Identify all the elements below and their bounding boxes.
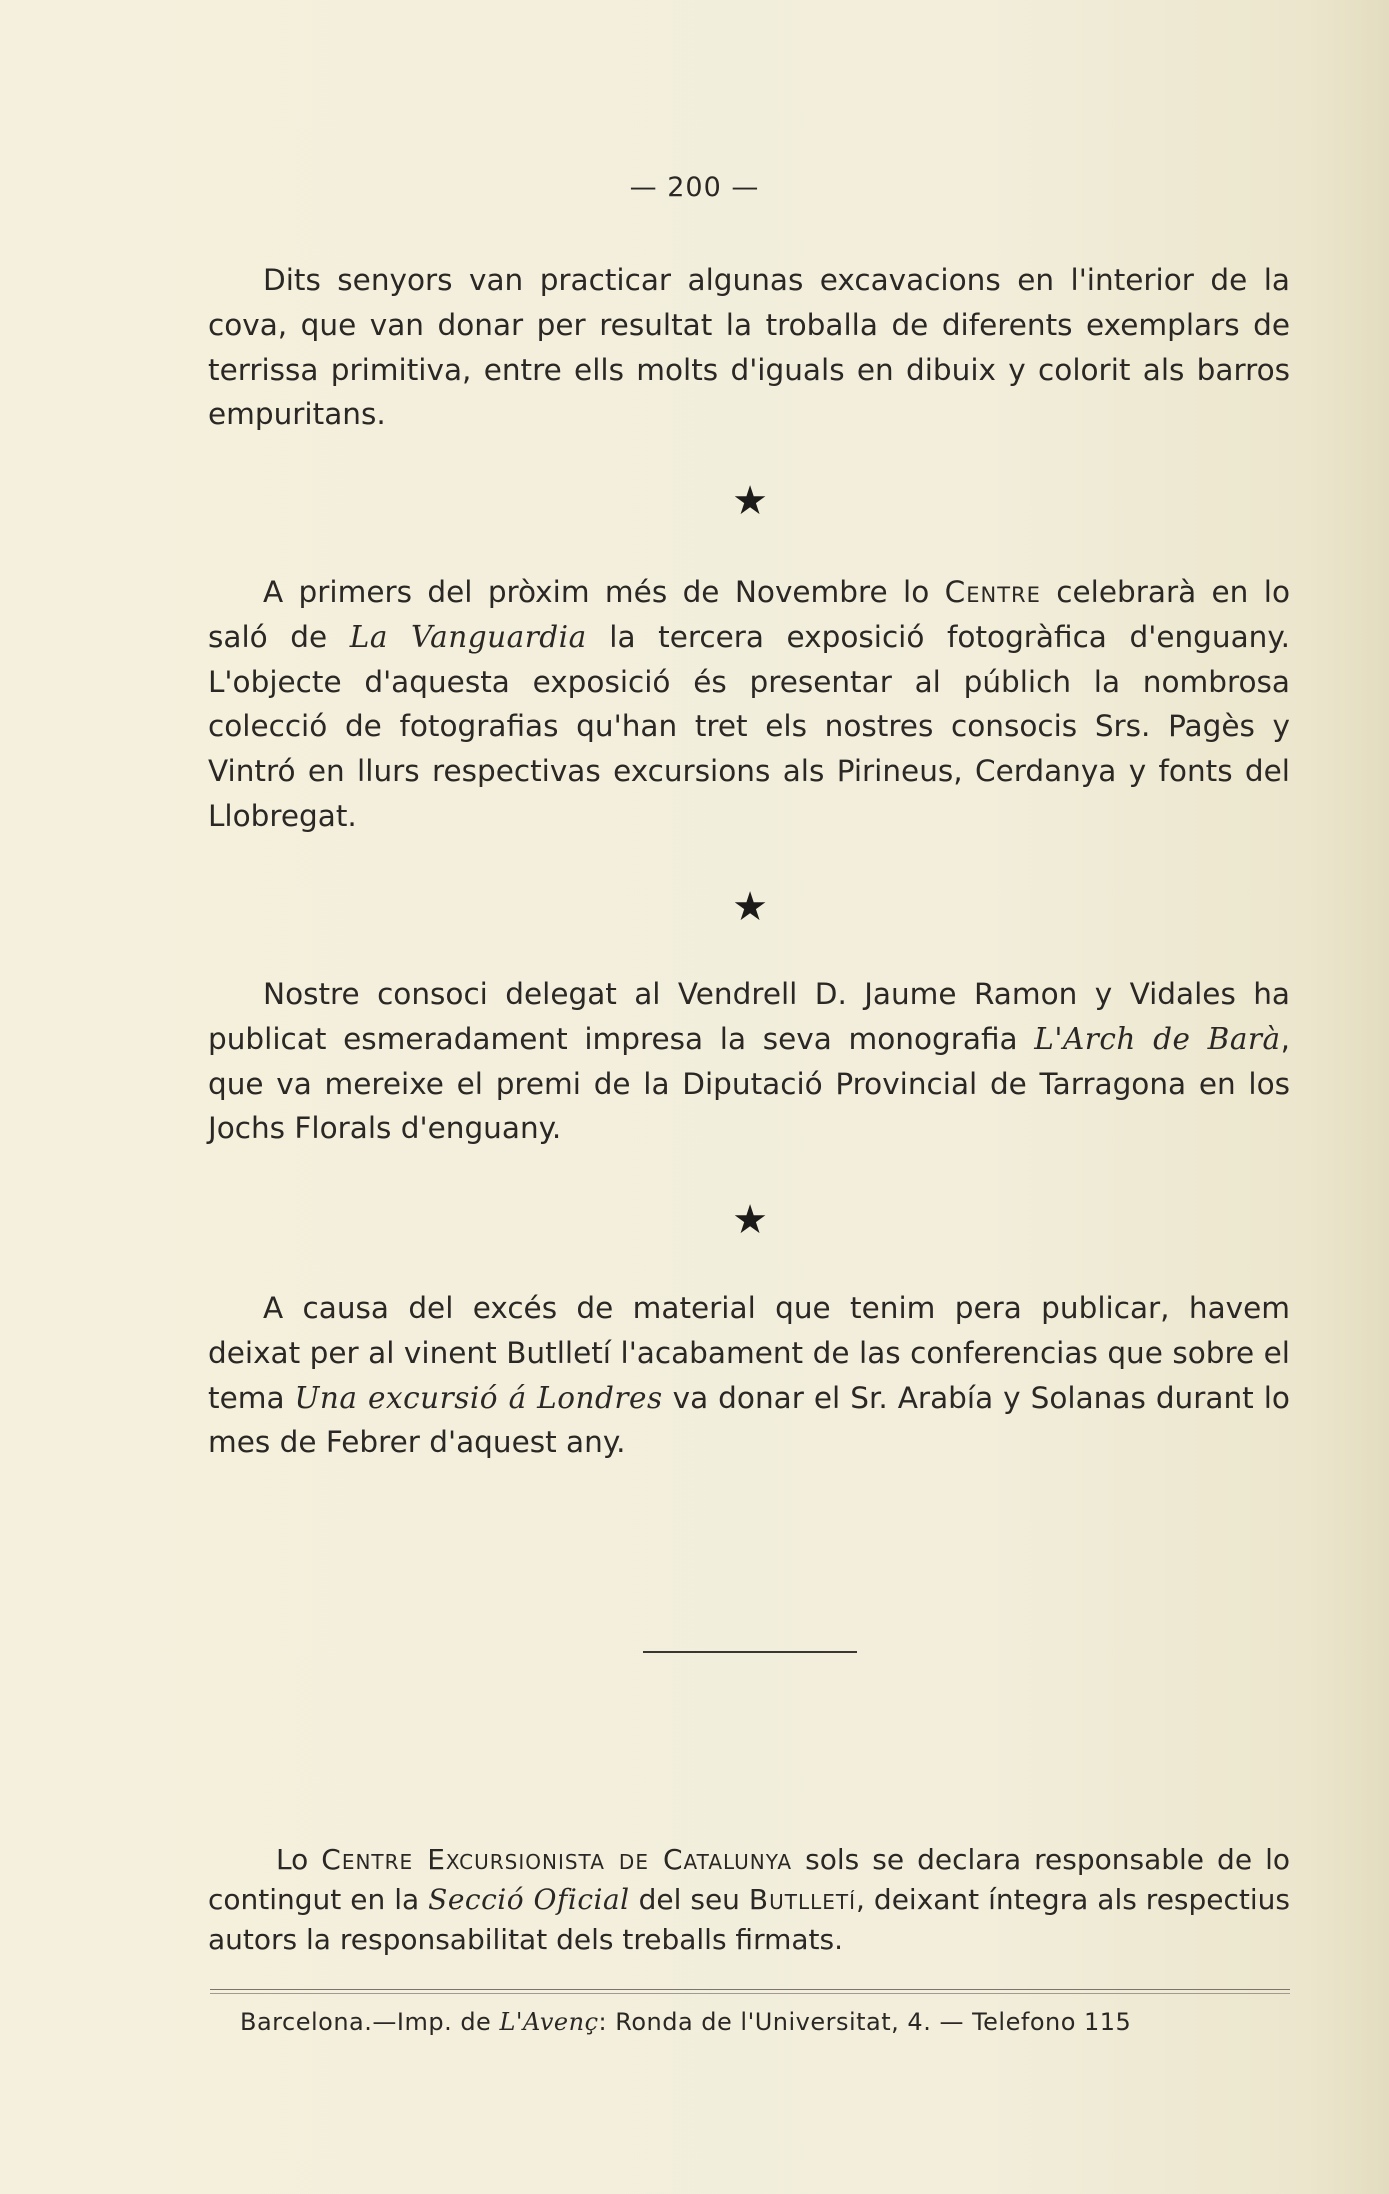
printer-imprint: [240, 2008, 1131, 2036]
star-separator: ★: [732, 478, 768, 524]
disclaimer: [208, 1840, 1290, 1960]
footer-rule-secondary: [210, 1993, 1290, 1994]
bulletin-name: Butlletí: [748, 1883, 857, 1916]
paragraph-text: la tercera exposició fotogràfica d'enguany. L'objecte d'aquesta exposició és presentar al públich la nombrosa colecció de fotografias qu'han tret els nostres consocis Srs. Pagès y Vintró en llurs respectivas excursions als Pirineus, Cerdanya y fonts del Llobregat.: [208, 619, 1290, 833]
disclaimer-text: del seu: [629, 1883, 749, 1916]
star-separator: ★: [732, 1197, 768, 1243]
book-title: L'Arch de Barà: [1034, 1021, 1281, 1056]
disclaimer-text: , deixant íntegra als respectius autors la responsabilitat dels treballs firmats.: [208, 1883, 1290, 1956]
disclaimer-text: Lo: [276, 1843, 322, 1876]
paragraph-excavacions: [208, 258, 1290, 437]
section-rule: [643, 1651, 857, 1653]
centre-smallcaps: Centre: [944, 575, 1041, 609]
paragraph-text: A primers del pròxim més de Novembre lo: [263, 575, 945, 609]
paragraph-conferencias: [208, 1286, 1290, 1465]
disclaimer-text: sols se declara responsable de lo contingut en la: [208, 1843, 1290, 1916]
journal-title: La Vanguardia: [349, 619, 587, 654]
paragraph-exposicio: [208, 570, 1290, 839]
paragraph-monografia: [208, 972, 1290, 1151]
section-name: Secció Oficial: [428, 1883, 630, 1916]
press-name: L'Avenç: [499, 2008, 599, 2036]
paragraph-text: Dits senyors van practicar algunas excavacions en l'interior de la cova, que van donar per resultat la troballa de diferents exemplars de terrissa primitiva, entre ells molts d'iguals en dibuix y colorit als barros empuritans.: [208, 263, 1290, 432]
imprint-text: : Ronda de l'Universitat, 4. — Telefono 115: [598, 2008, 1132, 2036]
paragraph-text: celebrarà en lo saló de: [208, 575, 1290, 654]
paragraph-text: , que va mereixe el premi de la Diputació Provincial de Tarragona en los Jochs Florals d'enguany.: [208, 1021, 1290, 1146]
paragraph-text: Nostre consoci delegat al Vendrell D. Jaume Ramon y Vidales ha publicat esmeradament impresa la seva monografia: [208, 977, 1290, 1056]
star-separator: ★: [732, 884, 768, 930]
page-number: — 200 —: [629, 172, 760, 203]
paragraph-text: A causa del excés de material que tenim pera publicar, havem deixat per al vinent Butlletí l'acabament de las conferencias que sobre el tema: [208, 1291, 1290, 1415]
footer-rule: [210, 1989, 1290, 1990]
lecture-title: Una excursió á Londres: [294, 1380, 663, 1415]
paragraph-text: va donar el Sr. Arabía y Solanas durant lo mes de Febrer d'aquest any.: [208, 1380, 1290, 1460]
imprint-text: Barcelona.—Imp. de: [240, 2008, 500, 2036]
org-name: Centre Excursionista de Catalunya: [321, 1843, 793, 1876]
